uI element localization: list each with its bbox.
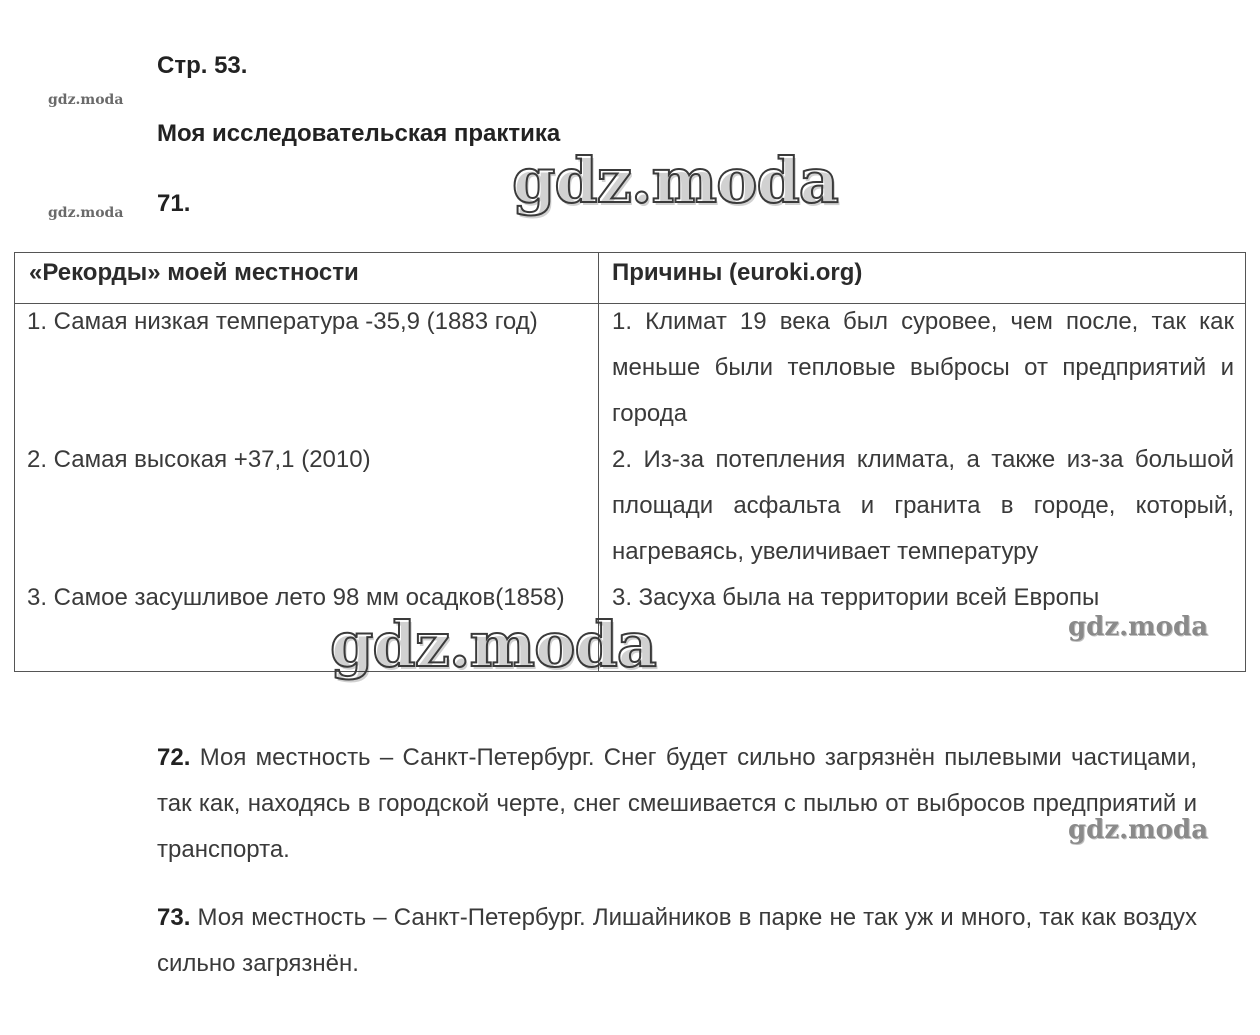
watermark-large-top: gdz.moda xyxy=(512,144,838,217)
watermark-small-top: gdz.moda xyxy=(48,92,124,108)
section-title: Моя исследовательская практика xyxy=(157,120,561,147)
table-cell-record-2: 2. Самая высокая +37,1 (2010) xyxy=(27,446,371,473)
table-header-reasons: Причины (euroki.org) xyxy=(612,259,863,286)
table-cell-record-1: 1. Самая низкая температура -35,9 (1883 год) xyxy=(27,308,538,335)
task-72-paragraph xyxy=(157,735,1197,873)
watermark-medium-bottom: gdz.moda xyxy=(1068,815,1209,845)
table-cell-reason-2: 2. Из-за потепления климата, а также из-за большой площади асфальта и гранита в городе, который, нагреваясь, увеличивает температуру xyxy=(612,446,1234,565)
table-header-records: «Рекорды» моей местности xyxy=(29,259,359,286)
task-71-number: 71. xyxy=(157,190,191,217)
task-73-text: Моя местность – Санкт-Петербург. Лишайников в парке не так уж и много, так как воздух сильно загрязнён. xyxy=(157,904,1198,977)
task-73-paragraph xyxy=(157,895,1197,987)
table-cell-reason-3: 3. Засуха была на территории всей Европы xyxy=(612,584,1100,611)
watermark-medium-table: gdz.moda xyxy=(1068,612,1209,642)
task-73-number: 73. xyxy=(157,904,191,931)
task-72-text: Моя местность – Санкт-Петербург. Снег будет сильно загрязнён пылевыми частицами, так как, находясь в городской черте, снег смешивается с пылью от выбросов предприятий и транспорта. xyxy=(157,744,1198,863)
task-72-number: 72. xyxy=(157,744,191,771)
watermark-small-left: gdz.moda xyxy=(48,205,124,221)
table-cell-record-3: 3. Самое засушливое лето 98 мм осадков(1858) xyxy=(27,584,565,611)
table-cell-reason-1: 1. Климат 19 века был суровее, чем после, так как меньше были тепловые выбросы от предприятий и города xyxy=(612,308,1234,427)
page-number: Стр. 53. xyxy=(157,52,248,79)
watermark-large-table: gdz.moda xyxy=(330,608,656,681)
